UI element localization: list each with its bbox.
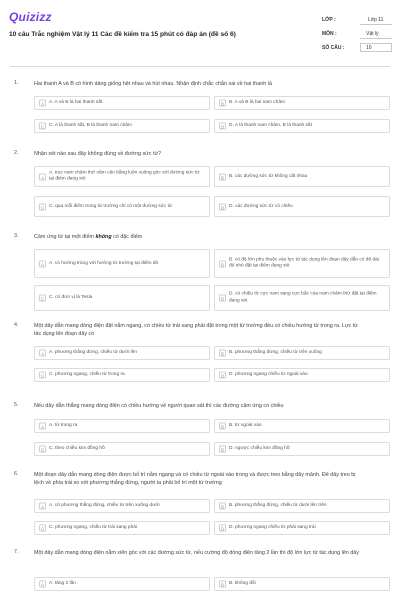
quizizz-logo: Quizizz	[9, 10, 52, 24]
option-b[interactable]: B B. phương thẳng đứng, chiều từ dưới lên trên	[214, 499, 390, 513]
question-text: Một dây dẫn mang dòng điện nằm xiên góc với các đường sức từ, nếu cường độ dòng điện tăng 2 lần thì độ lớn lực từ tác dụng lên dây	[34, 550, 359, 556]
option-d[interactable]: D D. A là thanh nam châm, B là thanh sắt	[214, 119, 390, 133]
question-number: 6.	[14, 471, 19, 477]
subject-underline	[360, 38, 392, 39]
class-value: Lớp 11	[368, 17, 384, 23]
question-text: Nhận xét nào sau đây không đúng về đường sức từ?	[34, 151, 162, 157]
option-b[interactable]: B B. có độ lớn phụ thuộc vào lực từ tác dụng lên đoạn dây dẫn có độ dài đủ nhỏ đặt tại điểm đang xét	[214, 249, 390, 278]
subject-value: Vật lý	[366, 31, 379, 37]
option-a[interactable]: A A. tăng 2 lần	[34, 577, 210, 591]
option-b[interactable]: B B. không đổi	[214, 577, 390, 591]
option-b[interactable]: B B. từ ngoài vào	[214, 419, 390, 433]
class-label: LỚP :	[322, 17, 336, 23]
question-text: Một dây dẫn mang dòng điện đặt nằm ngang, có chiều từ trái sang phải đặt trong một từ trường đều có chiều hướng từ trong ra. Lực từ tác dụng lên đoạn dây có	[34, 323, 358, 337]
emphasis-word: không	[95, 234, 112, 240]
option-a[interactable]: A A. phương thẳng đứng, chiều từ dưới lên	[34, 346, 210, 360]
option-c[interactable]: C C. phương ngang, chiều từ trái sang phải	[34, 521, 210, 535]
option-a[interactable]: A A. từ trong ra	[34, 419, 210, 433]
question-text: Nếu dây dẫn thẳng mang dòng điện có chiều hướng về người quan sát thì các đường cảm ứng có chiều	[34, 403, 284, 409]
page-title: 10 câu Trắc nghiệm Vật lý 11 Các đề kiểm tra 15 phút có đáp án (đề số 6)	[9, 31, 236, 38]
option-d[interactable]: D D. ngược chiều kim đồng hồ	[214, 442, 390, 456]
question-number: 5.	[14, 402, 19, 408]
option-d[interactable]: D D. phương ngang chiều từ ngoài vào	[214, 368, 390, 382]
option-a[interactable]: A A. trục nam châm thử nằm cân bằng luôn vuông góc với đường sức từ tại điểm đang xét	[34, 166, 210, 187]
option-a[interactable]: A A. có phương thẳng đứng, chiều từ trên xuống dưới	[34, 499, 210, 513]
option-c[interactable]: C C. qua mỗi điểm trong từ trường chỉ có một đường sức từ	[34, 196, 210, 217]
option-d[interactable]: D D. các đường sức từ có chiều	[214, 196, 390, 217]
option-c[interactable]: C C. phương ngang, chiều từ trong ra	[34, 368, 210, 382]
count-label: SỐ CÂU :	[322, 45, 345, 51]
question-text: Hai thanh A và B có hình dáng giống hệt nhau và hút nhau. Nhận định chắc chắn sai về hai thanh là	[34, 81, 272, 87]
question-number: 1.	[14, 80, 19, 86]
option-b[interactable]: B B. phương thẳng đứng, chiều từ trên xuống	[214, 346, 390, 360]
question-number: 7.	[14, 549, 19, 555]
count-box	[360, 43, 392, 52]
header-divider	[10, 66, 390, 67]
question-text: Một đoạn dây dẫn mang dòng điện được bố trí nằm ngang và có chiều từ ngoài vào trong và được treo bằng dây mảnh. Để dây treo bị lệch về phía trái so với phương thẳng đứng, người ta phải bố trí một từ trường	[34, 472, 356, 486]
option-a[interactable]: A A. A và B là hai thanh sắt	[34, 96, 210, 110]
option-a[interactable]: A A. có hướng trùng với hướng từ trường tại điểm đó	[34, 249, 210, 278]
question-number: 3.	[14, 233, 19, 239]
question-text: Cảm ứng từ tại một điểm không có đặc điểm	[34, 234, 143, 240]
option-d[interactable]: D D. phương ngang chiều từ phải sang trái	[214, 521, 390, 535]
class-underline	[360, 24, 392, 25]
option-c[interactable]: C C. A là thanh sắt, B là thanh nam châm	[34, 119, 210, 133]
subject-label: MÔN :	[322, 31, 337, 37]
option-d[interactable]: D D. có chiều từ cực nam sang cực bắc của nam châm thử đặt tại điểm đang xét	[214, 285, 390, 311]
option-c[interactable]: C C. có đơn vị là Tesla	[34, 285, 210, 311]
count-value: 10	[366, 45, 372, 51]
worksheet-header	[0, 0, 400, 68]
option-b[interactable]: B B. các đường sức từ không cắt nhau	[214, 166, 390, 187]
option-c[interactable]: C C. theo chiều kim đồng hồ	[34, 442, 210, 456]
question-number: 2.	[14, 150, 19, 156]
option-b[interactable]: B B. A và B là hai nam châm	[214, 96, 390, 110]
question-number: 4.	[14, 322, 19, 328]
